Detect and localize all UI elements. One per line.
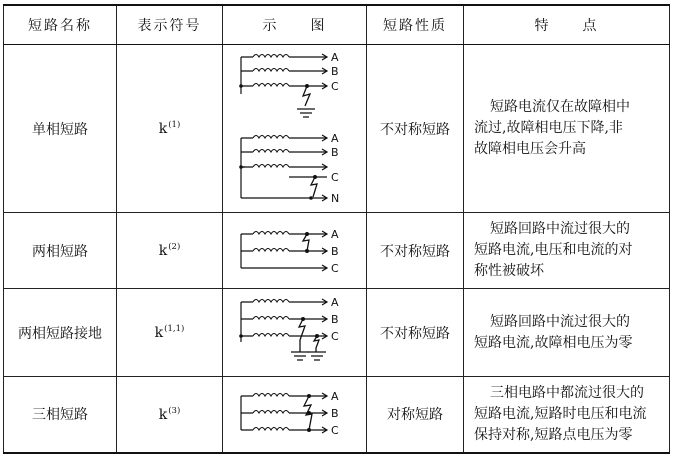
- header-diagram: 示 图: [223, 5, 367, 45]
- row-name: 三相短路: [4, 377, 117, 453]
- feature-line: 短路电流,短路时电压和电流: [474, 405, 647, 422]
- row-symbol: [117, 377, 223, 453]
- row-nature: 不对称短路: [367, 45, 464, 213]
- header-row: [4, 5, 670, 45]
- feature-line: 短路回路中流过很大的: [490, 221, 630, 237]
- phase-label: C: [331, 79, 339, 93]
- table-row-three-phase: [4, 377, 670, 453]
- short-circuit-types-table: [3, 4, 670, 454]
- symbol-base: k: [158, 121, 168, 137]
- row-name: 两相短路接地: [4, 289, 117, 377]
- table-row-two-phase: [4, 213, 670, 289]
- row-name: 单相短路: [4, 45, 117, 213]
- phase-label: A: [331, 227, 339, 241]
- row-symbol: [117, 213, 223, 289]
- single-phase-short-diagram: [223, 46, 367, 212]
- row-nature: 对称短路: [367, 377, 464, 453]
- table-row-two-phase-ground: [4, 289, 670, 377]
- row-features: [464, 213, 670, 289]
- row-features: [464, 289, 670, 377]
- row-features: [464, 377, 670, 453]
- phase-label: C: [331, 424, 339, 438]
- feature-line: 称性被破坏: [474, 263, 544, 279]
- phase-label: B: [331, 407, 339, 421]
- feature-line: 短路电流,电压和电流的对: [474, 242, 633, 258]
- symbol-base: k: [154, 325, 164, 341]
- symbol-base: k: [158, 243, 168, 259]
- feature-line: 短路回路中流过很大的: [490, 313, 630, 330]
- row-diagram: [223, 289, 367, 377]
- phase-label: A: [331, 295, 339, 309]
- feature-line: 故障相电压会升高: [474, 141, 586, 157]
- circuit-top: [239, 51, 339, 117]
- phase-label: N: [331, 191, 340, 205]
- feature-line: 保持对称,短路点电压为零: [474, 426, 633, 443]
- phase-label: C: [331, 261, 339, 275]
- row-nature: 不对称短路: [367, 213, 464, 289]
- feature-line: 短路电流仅在故障相中: [490, 99, 630, 115]
- symbol-base: k: [158, 406, 168, 423]
- row-diagram: [223, 213, 367, 289]
- feature-line: 短路电流,故障相电压为零: [474, 334, 633, 351]
- header-nature: 短路性质: [367, 5, 464, 45]
- feature-line: 三相电路中都流过很大的: [490, 384, 644, 401]
- row-nature: 不对称短路: [367, 289, 464, 377]
- phase-label: C: [331, 329, 339, 343]
- feature-line: 流过,故障相电压下降,非: [474, 120, 623, 136]
- two-phase-short-diagram: [223, 214, 367, 288]
- header-name: 短路名称: [4, 5, 117, 45]
- phase-label: B: [331, 312, 339, 326]
- symbol-superscript: (3): [168, 405, 181, 416]
- phase-label: A: [331, 390, 339, 404]
- phase-label: A: [331, 131, 339, 145]
- row-name: 两相短路: [4, 213, 117, 289]
- circuit-bottom: [239, 132, 339, 205]
- row-symbol: [117, 289, 223, 377]
- row-symbol: [117, 45, 223, 213]
- phase-label: B: [331, 145, 339, 159]
- row-diagram: [223, 45, 367, 213]
- symbol-superscript: (2): [168, 242, 181, 252]
- row-features: [464, 45, 670, 213]
- table-row-single-phase: [4, 45, 670, 213]
- header-features: 特 点: [464, 5, 670, 45]
- phase-label: A: [331, 50, 339, 64]
- symbol-superscript: (1,1): [164, 324, 185, 334]
- phase-label: C: [331, 170, 339, 184]
- phase-label: B: [331, 64, 339, 78]
- phase-label: B: [331, 244, 339, 258]
- header-symbol: 表示符号: [117, 5, 223, 45]
- two-phase-ground-short-diagram: [223, 290, 367, 376]
- symbol-superscript: (1): [168, 120, 181, 130]
- row-diagram: [223, 377, 367, 453]
- three-phase-short-diagram: [223, 377, 367, 451]
